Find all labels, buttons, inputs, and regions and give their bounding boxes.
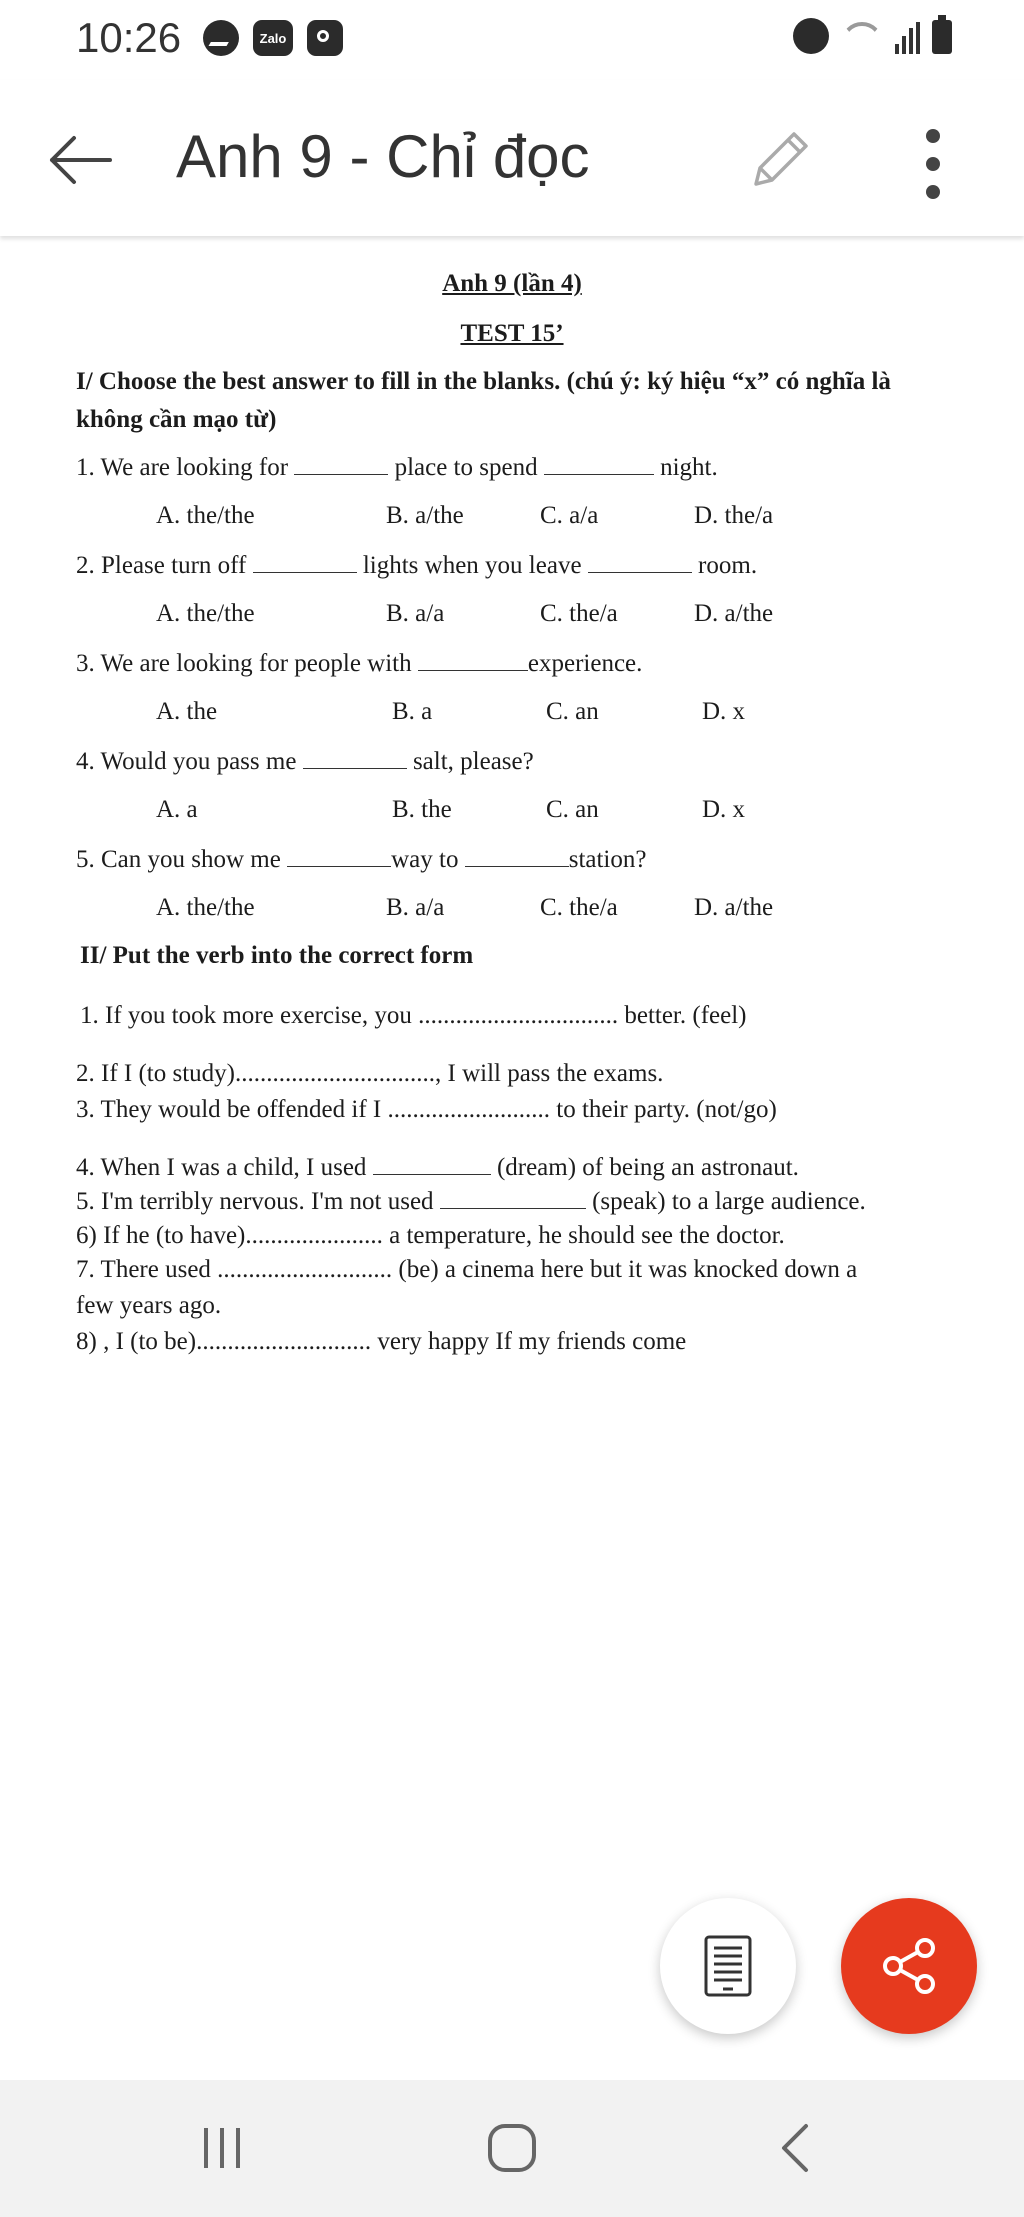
back-chevron-icon: [770, 2120, 822, 2176]
app-bar: [0, 80, 1024, 236]
q1-option-b: B. a/the: [386, 502, 464, 529]
q1-option-c: C. a/a: [540, 502, 599, 529]
q5-option-b: B. a/a: [386, 894, 445, 921]
verb-item-4: 4. When I was a child, I used (dream) of being an astronaut.: [76, 1154, 799, 1181]
status-bar: [0, 0, 1024, 80]
verb-item-2: 2. If I (to study)................................, I will pass the exams.: [76, 1060, 664, 1087]
recents-icon: [196, 2122, 248, 2174]
document-lines-icon: [703, 1934, 753, 1998]
q1-option-d: D. the/a: [694, 502, 774, 529]
q3-option-d: D. x: [702, 698, 746, 725]
question-4: 4. Would you pass me salt, please?: [76, 748, 534, 775]
q4-option-b: B. the: [392, 796, 452, 823]
q1-option-a: A. the/the: [156, 502, 255, 529]
messenger-icon: [203, 20, 239, 56]
q3-option-c: C. an: [546, 698, 599, 725]
q5-option-c: C. the/a: [540, 894, 618, 921]
question-2: 2. Please turn off lights when you leave room.: [76, 552, 758, 579]
battery-icon: [932, 20, 952, 54]
document-heading: Anh 9 (lần 4): [442, 270, 582, 297]
page-title: Anh 9 - Chỉ đọc: [176, 123, 590, 190]
verb-item-6: 6) If he (to have)...................... a temperature, he should see the doctor.: [76, 1222, 785, 1249]
more-vertical-icon: [908, 126, 958, 202]
q4-option-d: D. x: [702, 796, 746, 823]
system-nav-bar: [0, 2080, 1024, 2217]
verb-item-5: 5. I'm terribly nervous. I'm not used (speak) to a large audience.: [76, 1188, 866, 1215]
nav-back-button[interactable]: [770, 2120, 822, 2176]
q4-option-c: C. an: [546, 796, 599, 823]
recents-button[interactable]: [196, 2122, 248, 2174]
back-button[interactable]: [44, 130, 114, 190]
home-icon: [482, 2118, 542, 2178]
pencil-icon: [740, 120, 820, 200]
q2-option-a: A. the/the: [156, 600, 255, 627]
share-button[interactable]: [841, 1898, 977, 2034]
signal-icon: [895, 18, 920, 54]
verb-item-8: 8) , I (to be)............................ very happy If my friends come: [76, 1328, 687, 1355]
q3-option-b: B. a: [392, 698, 433, 725]
verb-item-3: 3. They would be offended if I .......................... to their party. (not/go): [76, 1096, 777, 1123]
back-arrow-icon: [44, 130, 114, 190]
q3-option-a: A. the: [156, 698, 218, 725]
system-icons: [793, 18, 952, 54]
verb-item-1: 1. If you took more exercise, you ................................ better. (feel): [80, 1002, 747, 1029]
more-options-button[interactable]: [908, 126, 958, 202]
home-button[interactable]: [482, 2118, 542, 2178]
alarm-icon: [793, 18, 829, 54]
q5-option-d: D. a/the: [694, 894, 774, 921]
section1-title: I/ Choose the best answer to fill in the blanks. (chú ý: ký hiệu “x” có nghĩa là: [76, 368, 891, 395]
q2-option-b: B. a/a: [386, 600, 445, 627]
verb-item-7: 7. There used ............................ (be) a cinema here but it was knocked down a: [76, 1256, 858, 1283]
zalo-icon: Zalo: [253, 20, 293, 56]
edit-button[interactable]: [740, 120, 820, 200]
reading-mode-button[interactable]: [660, 1898, 796, 2034]
clock-icon: [307, 20, 343, 56]
q2-option-c: C. the/a: [540, 600, 618, 627]
q5-option-a: A. the/the: [156, 894, 255, 921]
section2-title: II/ Put the verb into the correct form: [80, 942, 474, 969]
q2-option-d: D. a/the: [694, 600, 774, 627]
document-subheading: TEST 15’: [460, 320, 564, 347]
section1-title-cont: không cần mạo từ): [76, 406, 277, 433]
notification-icons: [203, 20, 343, 56]
question-1: 1. We are looking for place to spend night.: [76, 454, 718, 481]
question-3: 3. We are looking for people with experience.: [76, 650, 643, 677]
share-icon: [877, 1934, 941, 1998]
status-time: 10:26: [76, 14, 182, 61]
q4-option-a: A. a: [156, 796, 198, 823]
question-5: 5. Can you show me way to station?: [76, 846, 647, 873]
wifi-icon: [841, 18, 883, 54]
verb-item-7-cont: few years ago.: [76, 1292, 222, 1319]
